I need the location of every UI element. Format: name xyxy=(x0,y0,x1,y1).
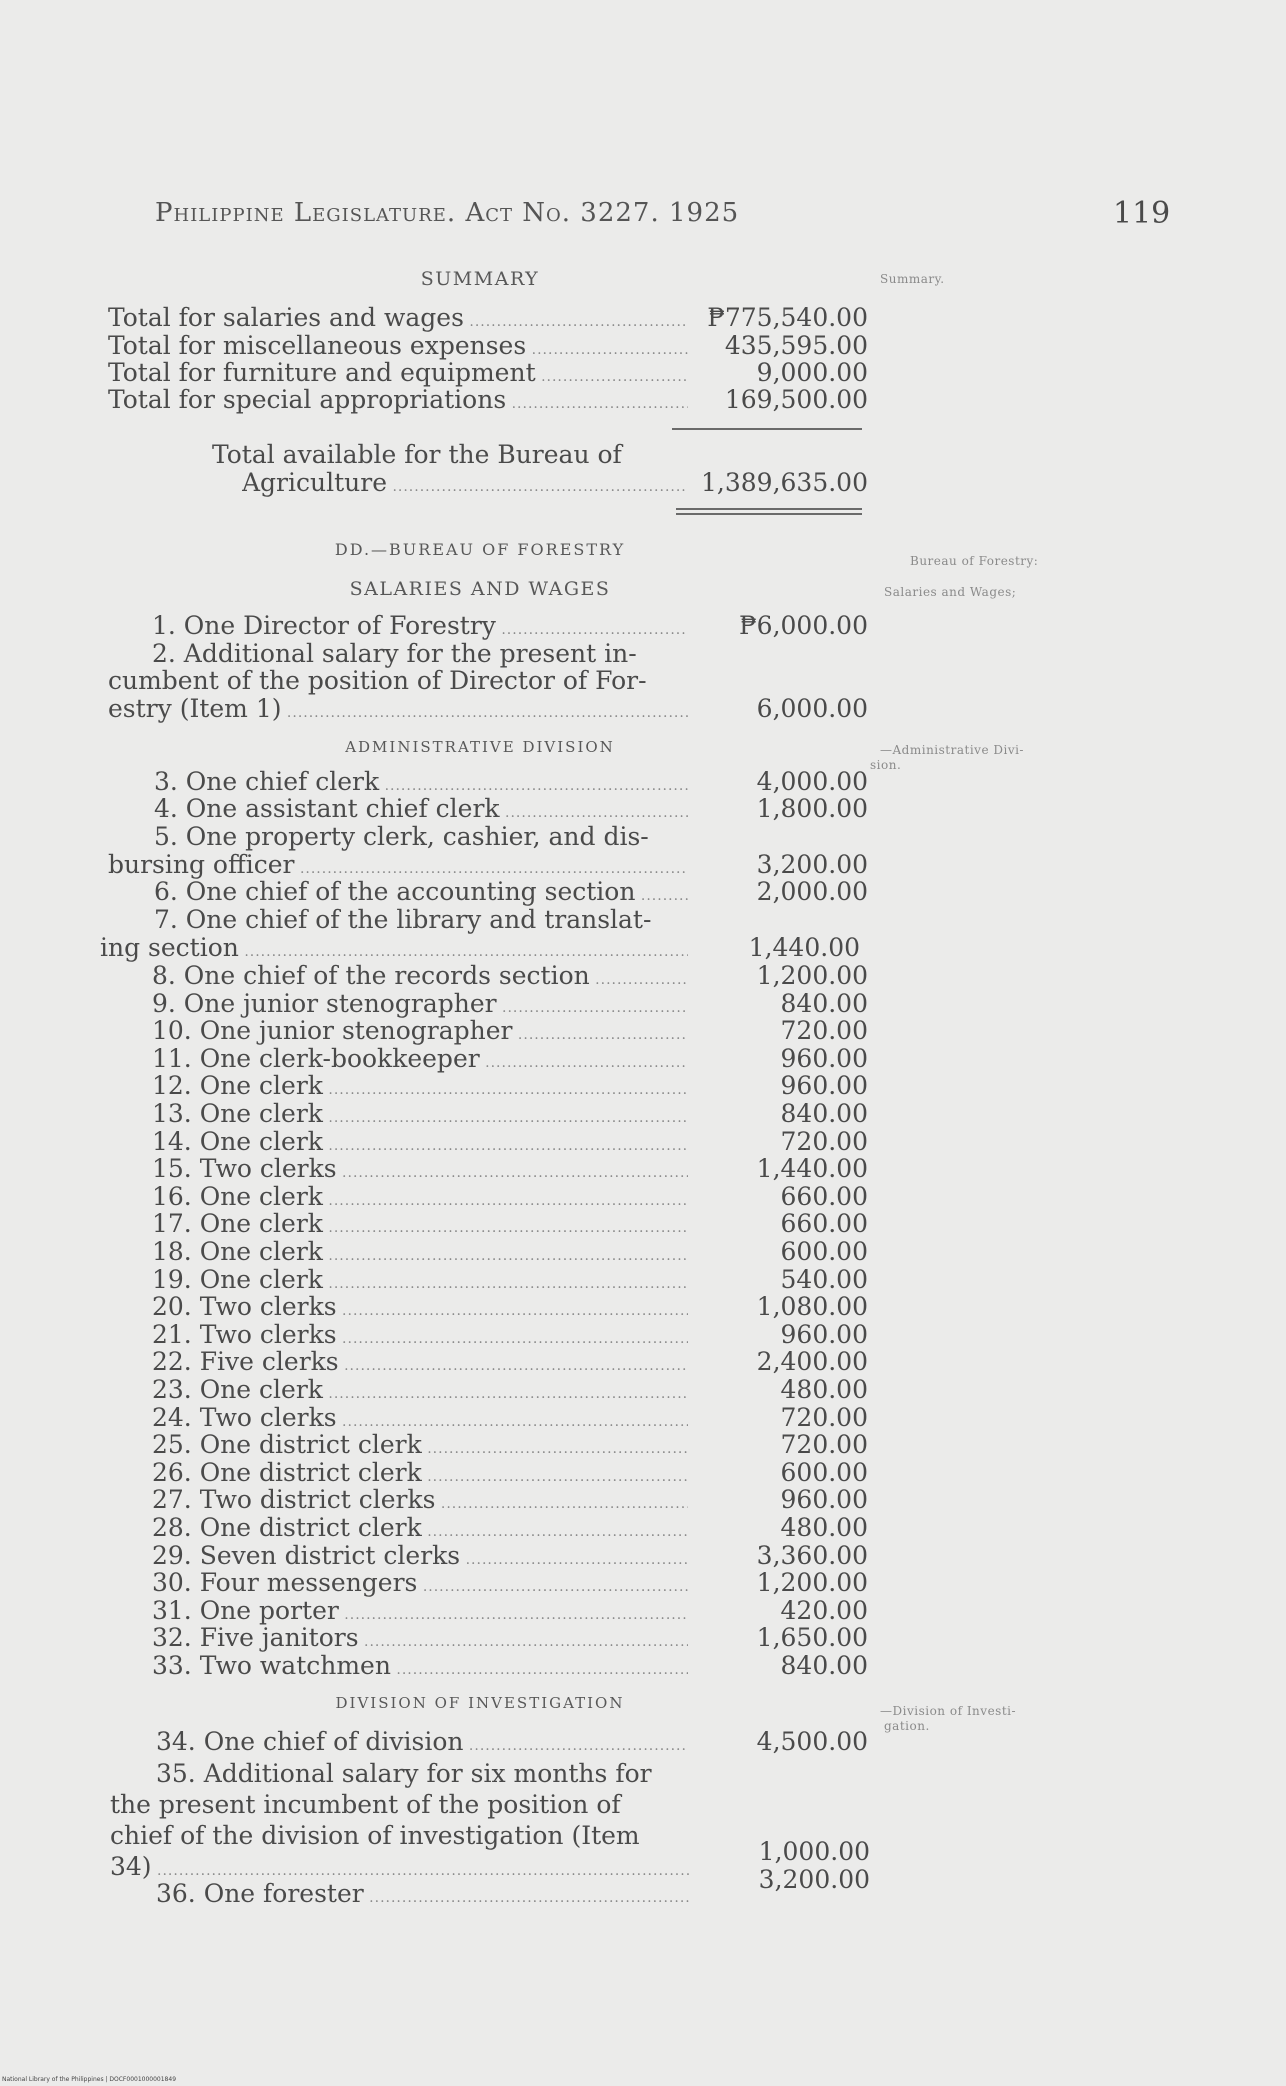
line-item xyxy=(108,768,868,796)
line-item xyxy=(108,1376,868,1404)
total-double-rule-bottom xyxy=(676,513,862,515)
line-item xyxy=(108,878,868,906)
line-item-amount: 3,360.00 xyxy=(756,1541,868,1570)
line-item-label: 28. One district clerk ..... xyxy=(152,1514,688,1546)
line-item-amount: 1,440.00 xyxy=(756,1154,868,1183)
line-item-amount: 720.00 xyxy=(780,1403,868,1432)
summary-total-amount: 1,389,635.00 xyxy=(701,468,868,497)
line-item-label: ing section ..... xyxy=(100,934,688,966)
summary-row xyxy=(108,359,868,387)
line-item-label: 31. One porter ..... xyxy=(152,1597,688,1629)
line-item xyxy=(108,1348,868,1376)
line-item-amount: 600.00 xyxy=(780,1458,868,1487)
line-item xyxy=(108,1128,868,1156)
line-item-amount: 960.00 xyxy=(780,1485,868,1514)
line-item-label: 16. One clerk ..... xyxy=(152,1183,688,1215)
line-item-amount: 960.00 xyxy=(780,1044,868,1073)
forestry-heading: DD.—BUREAU OF FORESTRY xyxy=(334,540,626,559)
line-item-amount: 6,000.00 xyxy=(756,694,868,723)
line-item-label: 25. One district clerk ..... xyxy=(152,1431,688,1463)
line-item xyxy=(108,1155,868,1183)
summary-heading: SUMMARY xyxy=(420,268,540,290)
line-item-amount: 720.00 xyxy=(780,1127,868,1156)
summary-total-label-line1: Total available for the Bureau of xyxy=(212,440,622,469)
line-item xyxy=(108,1045,868,1073)
line-item-label: 11. One clerk-bookkeeper ..... xyxy=(152,1045,688,1077)
line-item xyxy=(108,1597,868,1625)
line-item-amount: 1,200.00 xyxy=(756,1568,868,1597)
line-item-text: 7. One chief of the library and translat- xyxy=(154,905,652,934)
line-item xyxy=(108,1486,868,1514)
line-item xyxy=(108,695,868,723)
line-item-label: 10. One junior stenographer ..... xyxy=(152,1017,688,1049)
margin-note-summary: Summary. xyxy=(880,272,945,286)
line-item-label: 24. Two clerks ..... xyxy=(152,1404,688,1436)
line-item-amount: 540.00 xyxy=(780,1265,868,1294)
admin-division-heading: ADMINISTRATIVE DIVISION xyxy=(345,738,615,756)
line-item xyxy=(108,1100,868,1128)
line-item xyxy=(108,1514,868,1542)
line-item-label: 19. One clerk ..... xyxy=(152,1266,688,1298)
line-item xyxy=(108,1624,868,1652)
line-item-label: 30. Four messengers ..... xyxy=(152,1569,688,1601)
line-item-label: 34. One chief of division ..... xyxy=(156,1728,688,1760)
line-item-amount: 960.00 xyxy=(780,1071,868,1100)
line-item-amount: 480.00 xyxy=(780,1513,868,1542)
line-item-label: 36. One forester ..... xyxy=(156,1880,690,1912)
line-item-amount: 840.00 xyxy=(780,989,868,1018)
line-item-label: estry (Item 1) ..... xyxy=(108,695,688,727)
line-item xyxy=(108,1459,868,1487)
line-item-label: 27. Two district clerks ..... xyxy=(152,1486,688,1518)
line-item-label: 12. One clerk ..... xyxy=(152,1072,688,1104)
line-item-label: 6. One chief of the accounting section ..... xyxy=(154,878,688,910)
line-item-label: 17. One clerk ..... xyxy=(152,1210,688,1242)
line-item xyxy=(108,1072,868,1100)
line-item-label: 3. One chief clerk ..... xyxy=(154,768,688,800)
line-item-amount: 1,800.00 xyxy=(756,794,868,823)
line-item-amount: 480.00 xyxy=(780,1375,868,1404)
line-item xyxy=(110,1880,870,1908)
line-item xyxy=(108,1017,868,1045)
margin-note-investigation: —Division of Investi- xyxy=(880,1704,1017,1718)
line-item-amount: 840.00 xyxy=(780,1099,868,1128)
line-item-amount: 600.00 xyxy=(780,1237,868,1266)
line-item-text: chief of the division of investigation (Item xyxy=(110,1821,640,1850)
line-item-text: cumbent of the position of Director of For- xyxy=(108,666,647,695)
line-item-label: 9. One junior stenographer ..... xyxy=(152,990,688,1022)
line-item-label: 14. One clerk ..... xyxy=(152,1128,688,1160)
line-item-amount: 3,200.00 xyxy=(756,850,868,879)
line-item xyxy=(108,1652,868,1680)
line-item-label: bursing officer ..... xyxy=(108,851,688,883)
margin-note-admin: —Administrative Divi- xyxy=(880,743,1024,757)
line-item-label: 13. One clerk ..... xyxy=(152,1100,688,1132)
summary-row xyxy=(108,304,868,332)
line-item-amount: 2,400.00 xyxy=(756,1347,868,1376)
line-item xyxy=(108,612,868,640)
line-item-label: 15. Two clerks ..... xyxy=(152,1155,688,1187)
line-item-amount: 720.00 xyxy=(780,1016,868,1045)
margin-note-salaries: Salaries and Wages; xyxy=(884,585,1017,599)
line-item-amount: 660.00 xyxy=(780,1182,868,1211)
margin-note-admin-cont: sion. xyxy=(870,758,902,772)
line-item-label: 21. Two clerks ..... xyxy=(152,1321,688,1353)
line-item xyxy=(100,934,860,962)
line-item xyxy=(108,851,868,879)
summary-row-amount: 169,500.00 xyxy=(724,385,868,414)
line-item xyxy=(108,1321,868,1349)
line-item xyxy=(108,1238,868,1266)
line-item-amount: ₱6,000.00 xyxy=(739,611,868,640)
line-item-label: 1. One Director of Forestry ..... xyxy=(152,612,688,644)
investigation-heading: DIVISION OF INVESTIGATION xyxy=(335,1694,625,1712)
summary-row xyxy=(108,386,868,414)
line-item-amount: 1,440.00 xyxy=(748,933,860,962)
margin-note-investigation-cont: gation. xyxy=(884,1719,930,1733)
line-item xyxy=(108,1210,868,1238)
salaries-heading: SALARIES AND WAGES xyxy=(349,578,611,600)
line-item-amount: 720.00 xyxy=(780,1430,868,1459)
summary-total-label-line2: Agriculture ..... xyxy=(242,469,688,501)
line-item xyxy=(108,1728,868,1756)
line-item-text: 2. Additional salary for the present in- xyxy=(152,639,637,668)
line-item-amount: 3,200.00 xyxy=(758,1865,870,1894)
summary-row-label: Total for special appropriations ..... xyxy=(108,386,688,418)
line-item-amount: 1,000.00 xyxy=(758,1837,870,1866)
summary-row-label: Total for furniture and equipment ..... xyxy=(108,359,688,391)
line-item-amount: 1,080.00 xyxy=(756,1292,868,1321)
line-item-amount: 660.00 xyxy=(780,1209,868,1238)
page-number: 119 xyxy=(1113,196,1171,231)
line-item xyxy=(108,795,868,823)
line-item-text: the present incumbent of the position of xyxy=(110,1790,621,1819)
line-item-text: 35. Additional salary for six months for xyxy=(156,1759,652,1788)
summary-row-amount: ₱775,540.00 xyxy=(707,303,868,332)
line-item xyxy=(108,1542,868,1570)
line-item-amount: 1,650.00 xyxy=(756,1623,868,1652)
line-item-label: 22. Five clerks ..... xyxy=(152,1348,688,1380)
line-item xyxy=(108,990,868,1018)
line-item xyxy=(108,1431,868,1459)
line-item-label: 34) ..... xyxy=(110,1853,690,1885)
line-item-label: 26. One district clerk ..... xyxy=(152,1459,688,1491)
scan-footer: National Library of the Philippines | DOCF0001000001849 xyxy=(2,2076,177,2083)
line-item xyxy=(108,962,868,990)
line-item xyxy=(108,1266,868,1294)
line-item-amount: 960.00 xyxy=(780,1320,868,1349)
line-item xyxy=(108,1183,868,1211)
summary-row-amount: 435,595.00 xyxy=(724,331,868,360)
line-item-label: 23. One clerk ..... xyxy=(152,1376,688,1408)
summary-row-label: Total for miscellaneous expenses ..... xyxy=(108,332,688,364)
line-item-label: 8. One chief of the records section ..... xyxy=(152,962,688,994)
line-item-text: 5. One property clerk, cashier, and dis- xyxy=(154,822,649,851)
line-item-amount: 1,200.00 xyxy=(756,961,868,990)
line-item xyxy=(108,1293,868,1321)
summary-row xyxy=(108,332,868,360)
line-item xyxy=(108,1404,868,1432)
summary-row-label: Total for salaries and wages ..... xyxy=(108,304,688,336)
line-item-label: 4. One assistant chief clerk ..... xyxy=(154,795,688,827)
line-item-label: 33. Two watchmen ..... xyxy=(152,1652,688,1684)
line-item-amount: 840.00 xyxy=(780,1651,868,1680)
total-double-rule-top xyxy=(676,508,862,510)
running-header: Philippine Legislature. Act No. 3227. 1925 xyxy=(155,198,740,228)
line-item-label: 18. One clerk ..... xyxy=(152,1238,688,1270)
line-item-amount: 420.00 xyxy=(780,1596,868,1625)
margin-note-forestry: Bureau of Forestry: xyxy=(910,554,1039,568)
subtotal-rule xyxy=(672,428,862,430)
line-item-label: 20. Two clerks ..... xyxy=(152,1293,688,1325)
line-item-amount: 4,000.00 xyxy=(756,767,868,796)
line-item-amount: 2,000.00 xyxy=(756,877,868,906)
summary-total-row xyxy=(108,469,868,497)
line-item-label: 29. Seven district clerks ..... xyxy=(152,1542,688,1574)
summary-row-amount: 9,000.00 xyxy=(756,358,868,387)
line-item-label: 32. Five janitors ..... xyxy=(152,1624,688,1656)
line-item xyxy=(108,1569,868,1597)
line-item-amount: 4,500.00 xyxy=(756,1727,868,1756)
